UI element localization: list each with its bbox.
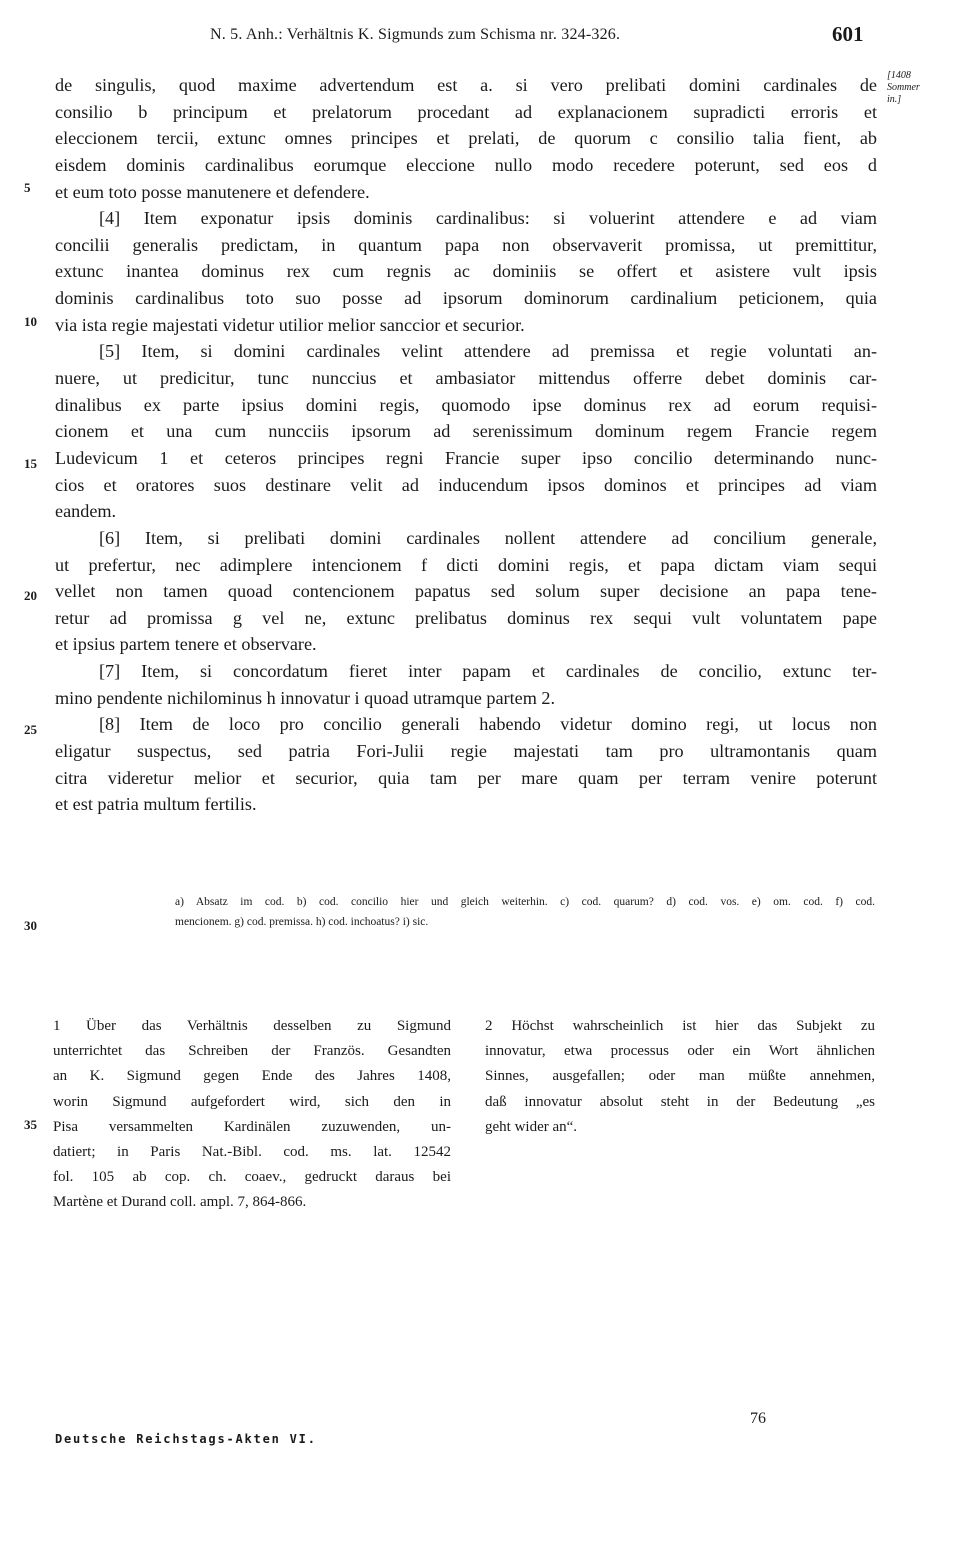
text-line: cionem et una cum nuncciis ipsorum ad serenissimum dominum regem Francie regem	[55, 421, 877, 442]
footnote-1	[53, 1014, 451, 1216]
line-number: 5	[24, 180, 31, 195]
text-line: ut prefertur, nec adimplere intencionem f dicti domini regis, et papa dictam viam sequi	[55, 554, 877, 575]
footnote-line: worin Sigmund aufgefordert wird, sich den in	[53, 1093, 451, 1110]
line-number: 15	[24, 456, 37, 471]
text-line: et ipsius partem tenere et observare.	[55, 634, 317, 655]
text-line: vellet non tamen quoad contencionem papatus sed solum super decisione an papa tene-	[55, 581, 877, 602]
footnote-line: Pisa versammelten Kardinälen zuzuwenden, un-	[53, 1118, 451, 1135]
footnote-2	[485, 1014, 875, 1140]
footnote-line: datiert; in Paris Nat.-Bibl. cod. ms. lat. 12542	[53, 1144, 451, 1161]
text-line: [6] Item, si prelibati domini cardinales nollent attendere ad concilium generale,	[99, 527, 877, 548]
text-line: de singulis, quod maxime advertendum est a. si vero prelibati domini cardinales de	[55, 75, 877, 95]
text-line: et eum toto posse manutenere et defendere.	[55, 181, 370, 202]
text-line: Ludevicum 1 et ceteros principes regni Francie super ipso concilio determinando nunc-	[55, 447, 877, 468]
footnote-line: unterrichtet das Schreiben der Französ. Gesandten	[53, 1043, 451, 1060]
footnote-line: 2 Höchst wahrscheinlich ist hier das Subjekt zu	[485, 1018, 875, 1034]
line-number: 30	[24, 918, 37, 933]
text-line: eleccionem tercii, extunc omnes principes et prelati, de quorum c consilio talia fient, ab	[55, 128, 877, 149]
line-number: 10	[24, 314, 37, 329]
text-line: dinalibus ex parte ipsius domini regis, quomodo ipse dominus rex ad eorum requisi-	[55, 394, 877, 415]
text-line: [8] Item de loco pro concilio generali habendo videtur domino regi, ut locus non	[99, 714, 877, 735]
critical-apparatus	[175, 892, 875, 932]
text-line: nuere, ut predicitur, tunc nunccius et ambasiator mittendus offerre debet dominis car-	[55, 368, 877, 389]
running-header: N. 5. Anh.: Verhältnis K. Sigmunds zum Schisma nr. 324-326.	[210, 26, 621, 43]
text-line: concilii generalis predictam, in quantum papa non observaverit promissa, ut premittitur,	[55, 234, 877, 255]
margin-date-note	[887, 70, 947, 106]
line-number: 25	[24, 722, 37, 737]
text-line: [7] Item, si concordatum fieret inter papam et cardinales de concilio, extunc ter-	[99, 661, 877, 682]
footnote-line: Martène et Durand coll. ampl. 7, 864-866.	[53, 1194, 307, 1211]
margin-note-line: [1408	[887, 70, 911, 81]
line-number: 20	[24, 588, 37, 603]
sheet-number: 76	[750, 1410, 766, 1427]
text-line: [4] Item exponatur ipsis dominis cardinalibus: si voluerint attendere e ad viam	[99, 208, 877, 229]
footnote-line: geht wider an“.	[485, 1118, 578, 1135]
text-line: mino pendente nichilominus h innovatur i quoad utramque partem 2.	[55, 687, 556, 708]
series-footer: Deutsche Reichstags-Akten VI.	[55, 1432, 317, 1446]
text-line: dominis cardinalibus toto suo posse ad ipsorum dominorum cardinalium peticionem, quia	[55, 288, 877, 309]
text-line: eligatur suspectus, sed patria Fori-Julii regie majestati tam pro ultramontanis quam	[55, 741, 877, 762]
text-line: retur ad promissa g vel ne, extunc prelibatus dominus rex sequi vult voluntatem pape	[55, 607, 877, 628]
footnote-line: an K. Sigmund gegen Ende des Jahres 1408,	[53, 1068, 451, 1085]
footnote-line: Sinnes, ausgefallen; oder man müßte annehmen,	[485, 1068, 875, 1085]
apparatus-line: a) Absatz im cod. b) cod. concilio hier und gleich weiterhin. c) cod. quarum? d) cod. vos. e) om. cod. f) cod.	[175, 896, 875, 908]
main-text	[55, 72, 877, 818]
page-number: 601	[832, 22, 864, 46]
margin-note-line: Sommer	[887, 82, 920, 93]
footnote-line: fol. 105 ab cop. ch. coaev., gedruckt daraus bei	[53, 1169, 451, 1186]
text-line: eandem.	[55, 501, 117, 522]
text-line: consilio b principum et prelatorum procedant ad explanacionem supradicti erroris et	[55, 101, 877, 122]
footnote-line: daß innovatur absolut steht in der Bedeutung „es	[485, 1093, 875, 1110]
text-line: via ista regie majestati videtur utilior melior sanccior et securior.	[55, 314, 525, 335]
text-line: eisdem dominis cardinalibus eorumque eleccione nullo modo recedere poterunt, sed eos d	[55, 154, 877, 175]
text-line: [5] Item, si domini cardinales velint attendere ad premissa et regie voluntati an-	[99, 341, 877, 362]
apparatus-line: mencionem. g) cod. premissa. h) cod. inchoatus? i) sic.	[175, 916, 429, 928]
text-line: extunc inantea dominus rex cum regnis ac dominiis se offert et asistere vult ipsis	[55, 261, 877, 282]
footnote-line: innovatur, etwa processus oder ein Wort ähnlichen	[485, 1043, 875, 1060]
text-line: citra videretur melior et securior, quia tam per mare quam per terram venire poterunt	[55, 767, 877, 788]
margin-note-line: in.]	[887, 94, 902, 105]
text-line: cios et oratores suos destinare velit ad inducendum ipsos dominos et principes ad viam	[55, 474, 877, 495]
line-number: 35	[24, 1117, 37, 1132]
text-line: et est patria multum fertilis.	[55, 794, 257, 815]
footnote-line: 1 Über das Verhältnis desselben zu Sigmund	[53, 1018, 451, 1034]
